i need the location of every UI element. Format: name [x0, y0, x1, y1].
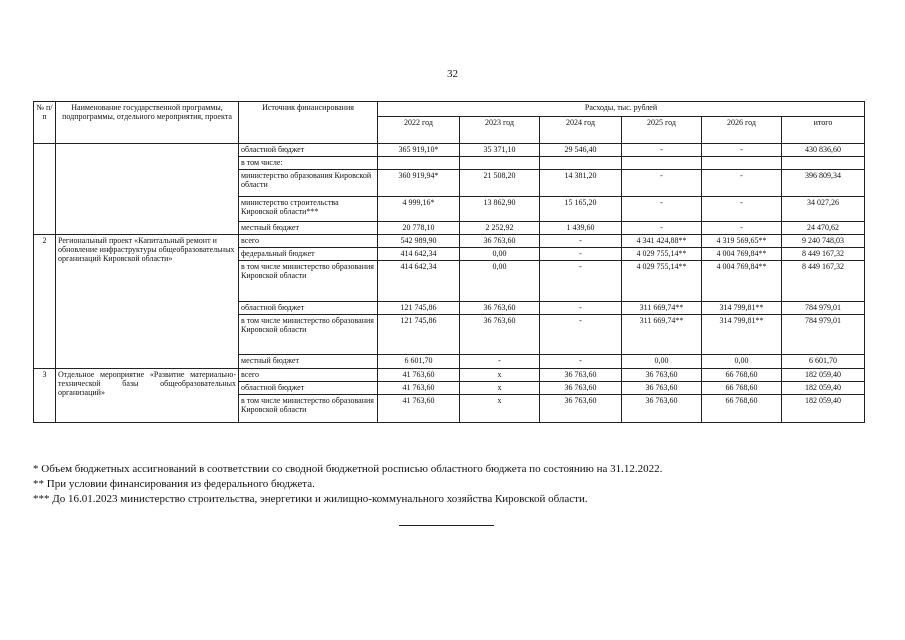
year-value: 4 029 755,14** — [622, 261, 702, 302]
page-number: 32 — [447, 68, 458, 80]
year-value — [378, 157, 460, 170]
program-name — [56, 144, 239, 235]
year-value: 4 004 769,84** — [702, 248, 782, 261]
year-value: - — [702, 170, 782, 197]
year-value: 314 799,81** — [702, 302, 782, 315]
funding-source: областной бюджет — [239, 302, 378, 315]
year-value: - — [540, 355, 622, 369]
year-value — [622, 157, 702, 170]
year-value: 66 768,60 — [702, 369, 782, 382]
year-value: 36 763,60 — [460, 235, 540, 248]
year-value: 0,00 — [702, 355, 782, 369]
table-row — [34, 369, 865, 382]
program-name: Региональный проект «Капитальный ремонт и обновление инфраструктуры общеобразовательных организаций Кировской области» — [56, 235, 239, 369]
year-value: 311 669,74** — [622, 315, 702, 355]
year-value: 66 768,60 — [702, 382, 782, 395]
funding-source: в том числе министерство образования Кировской области — [239, 315, 378, 355]
year-value: - — [460, 355, 540, 369]
year-value: 1 439,60 — [540, 222, 622, 235]
year-value: 314 799,81** — [702, 315, 782, 355]
total-value: 182 059,40 — [782, 382, 865, 395]
year-value: 121 745,86 — [378, 302, 460, 315]
header-name: Наименование государственной программы, подпрограммы, отдельного мероприятия, проекта — [56, 102, 239, 144]
year-value: 15 165,20 — [540, 197, 622, 222]
year-value: 36 763,60 — [540, 382, 622, 395]
footnote-2: ** При условии финансирования из федерального бюджета. — [33, 478, 315, 490]
year-value: 0,00 — [460, 248, 540, 261]
year-value: 2 252,92 — [460, 222, 540, 235]
year-value: 414 642,34 — [378, 261, 460, 302]
total-value: 396 809,34 — [782, 170, 865, 197]
funding-source: министерство строительства Кировской области*** — [239, 197, 378, 222]
total-value: 6 601,70 — [782, 355, 865, 369]
year-value: 41 763,60 — [378, 369, 460, 382]
row-number — [34, 144, 56, 235]
year-value: - — [540, 261, 622, 302]
year-value: 21 508,20 — [460, 170, 540, 197]
year-value: - — [622, 222, 702, 235]
header-source: Источник финансирования — [239, 102, 378, 144]
total-value: 9 240 748,03 — [782, 235, 865, 248]
year-value: 14 381,20 — [540, 170, 622, 197]
year-value: - — [540, 235, 622, 248]
year-value: - — [702, 222, 782, 235]
year-value: 20 778,10 — [378, 222, 460, 235]
year-value: - — [540, 248, 622, 261]
year-value — [540, 157, 622, 170]
year-value: 311 669,74** — [622, 302, 702, 315]
year-value: - — [702, 144, 782, 157]
year-value: 36 763,60 — [460, 315, 540, 355]
year-value: 36 763,60 — [540, 395, 622, 423]
total-value: 784 979,01 — [782, 302, 865, 315]
funding-source: всего — [239, 235, 378, 248]
funding-source: министерство образования Кировской области — [239, 170, 378, 197]
funding-source: всего — [239, 369, 378, 382]
year-value: 13 862,90 — [460, 197, 540, 222]
year-value: x — [460, 369, 540, 382]
year-value: 414 642,34 — [378, 248, 460, 261]
year-value: x — [460, 395, 540, 423]
closing-rule — [399, 525, 494, 526]
funding-source: областной бюджет — [239, 144, 378, 157]
funding-source: в том числе: — [239, 157, 378, 170]
total-value: 34 027,26 — [782, 197, 865, 222]
header-year-2024: 2024 год — [540, 117, 622, 144]
year-value: 66 768,60 — [702, 395, 782, 423]
year-value: 542 989,90 — [378, 235, 460, 248]
year-value: 36 763,60 — [622, 382, 702, 395]
year-value: 360 919,94* — [378, 170, 460, 197]
year-value: 35 371,10 — [460, 144, 540, 157]
year-value: - — [540, 302, 622, 315]
year-value — [460, 157, 540, 170]
year-value: 36 763,60 — [460, 302, 540, 315]
footnote-1: * Объем бюджетных ассигнований в соответствии со сводной бюджетной росписью областного бюджета по состоянию на 31.12.2022. — [33, 463, 663, 475]
year-value: 0,00 — [622, 355, 702, 369]
year-value: 4 004 769,84** — [702, 261, 782, 302]
total-value: 182 059,40 — [782, 395, 865, 423]
year-value: 4 341 424,88** — [622, 235, 702, 248]
program-name: Отдельное мероприятие «Развитие материально-технической базы общеобразовательных организаций» — [56, 369, 239, 423]
header-expenses: Расходы, тыс. рублей — [378, 102, 865, 117]
header-total: итого — [782, 117, 865, 144]
year-value: 4 999,16* — [378, 197, 460, 222]
year-value: - — [622, 144, 702, 157]
table-row — [34, 144, 865, 157]
budget-table — [33, 101, 865, 423]
row-number: 3 — [34, 369, 56, 423]
year-value: 6 601,70 — [378, 355, 460, 369]
year-value: 36 763,60 — [622, 369, 702, 382]
year-value: - — [622, 197, 702, 222]
funding-source: в том числе министерство образования Кировской области — [239, 395, 378, 423]
year-value: 41 763,60 — [378, 395, 460, 423]
footnotes — [33, 462, 873, 507]
table-row — [34, 235, 865, 248]
year-value: 41 763,60 — [378, 382, 460, 395]
year-value: 29 546,40 — [540, 144, 622, 157]
row-number: 2 — [34, 235, 56, 369]
year-value: 36 763,60 — [622, 395, 702, 423]
footnote-3: *** До 16.01.2023 министерство строительства, энергетики и жилищно-коммунального хозяйства Кировской области. — [33, 493, 588, 505]
funding-source: областной бюджет — [239, 382, 378, 395]
year-value: 4 029 755,14** — [622, 248, 702, 261]
header-year-2026: 2026 год — [702, 117, 782, 144]
year-value: 36 763,60 — [540, 369, 622, 382]
budget-table-body — [34, 144, 865, 423]
year-value: - — [622, 170, 702, 197]
header-year-2023: 2023 год — [460, 117, 540, 144]
total-value — [782, 157, 865, 170]
funding-source: местный бюджет — [239, 355, 378, 369]
total-value: 24 470,62 — [782, 222, 865, 235]
year-value — [702, 157, 782, 170]
year-value: 4 319 569,65** — [702, 235, 782, 248]
funding-source: местный бюджет — [239, 222, 378, 235]
year-value: 0,00 — [460, 261, 540, 302]
year-value: x — [460, 382, 540, 395]
year-value: - — [540, 315, 622, 355]
total-value: 784 979,01 — [782, 315, 865, 355]
total-value: 430 836,60 — [782, 144, 865, 157]
header-no: № п/п — [34, 102, 56, 144]
year-value: 365 919,10* — [378, 144, 460, 157]
year-value: - — [702, 197, 782, 222]
funding-source: федеральный бюджет — [239, 248, 378, 261]
total-value: 8 449 167,32 — [782, 248, 865, 261]
header-year-2025: 2025 год — [622, 117, 702, 144]
year-value: 121 745,86 — [378, 315, 460, 355]
total-value: 8 449 167,32 — [782, 261, 865, 302]
funding-source: в том числе министерство образования Кировской области — [239, 261, 378, 302]
header-year-2022: 2022 год — [378, 117, 460, 144]
total-value: 182 059,40 — [782, 369, 865, 382]
